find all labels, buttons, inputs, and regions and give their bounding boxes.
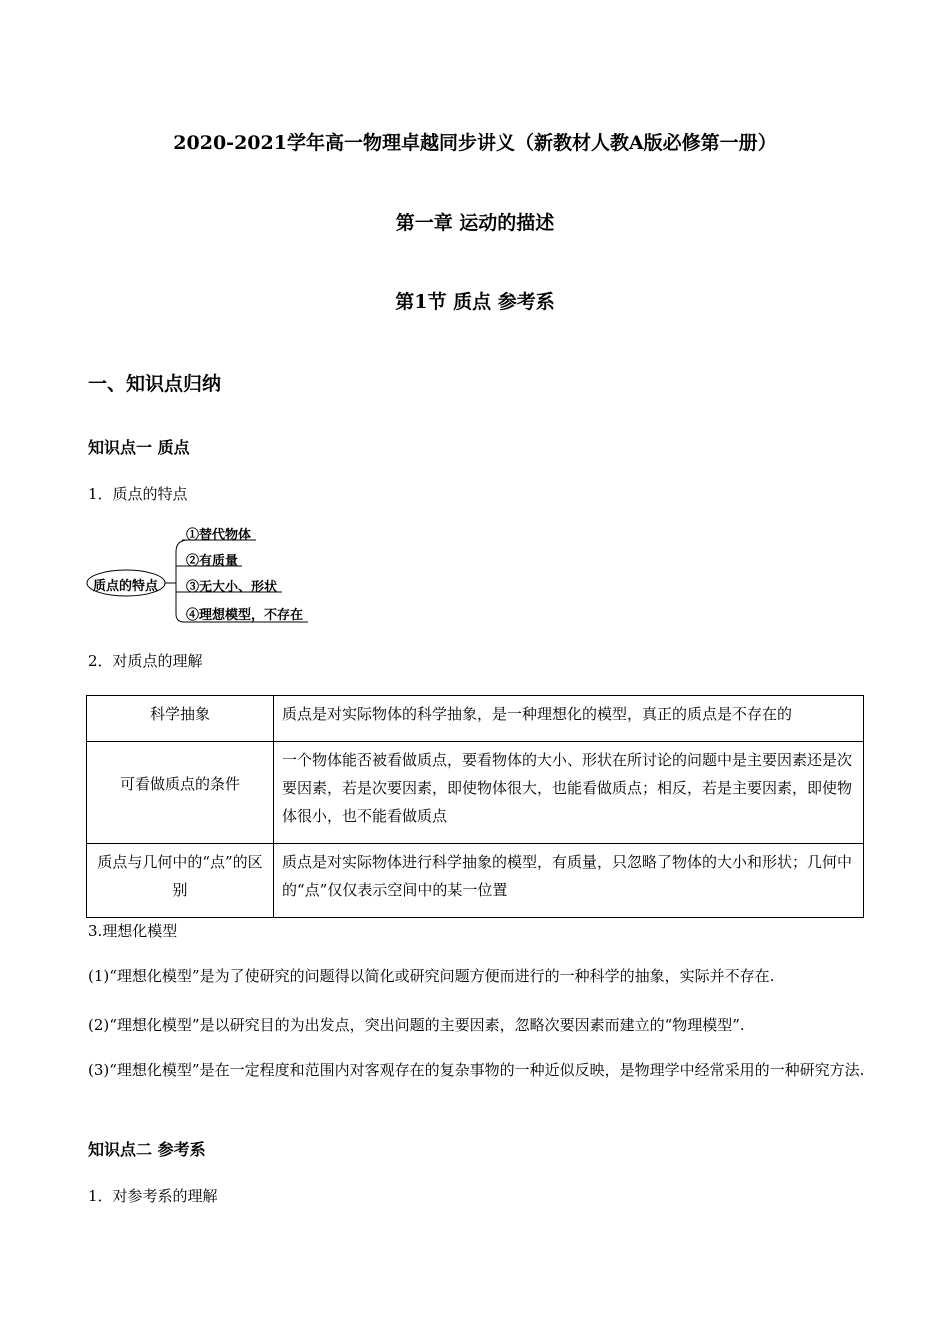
comparison-table	[86, 695, 864, 918]
mindmap-item: ④理想模型，不存在	[186, 608, 304, 623]
mindmap-center: 质点的特点	[93, 579, 159, 594]
paragraph: (1)“理想化模型”是为了使研究的问题得以简化或研究问题方便而进行的一种科学的抽象，实际并不存在.	[88, 967, 775, 985]
mindmap-item: ①替代物体	[186, 528, 252, 543]
paragraph: (3)“理想化模型”是在一定程度和范围内对客观存在的复杂事物的一种近似反映，是物理学中经常采用的一种研究方法.	[88, 1061, 865, 1079]
paragraph: (2)“理想化模型”是以研究目的为出发点，突出问题的主要因素，忽略次要因素而建立的“物理模型”.	[88, 1016, 745, 1034]
table-row	[87, 742, 864, 844]
chapter-title: 第一章 运动的描述	[395, 212, 555, 234]
table-cell-label: 科学抽象	[87, 696, 274, 742]
document-title: 2020-2021学年高一物理卓越同步讲义（新教材人教A版必修第一册）	[173, 132, 777, 154]
table-cell-content: 质点是对实际物体的科学抽象，是一种理想化的模型，真正的质点是不存在的	[274, 696, 864, 742]
table-cell-label: 质点与几何中的“点”的区别	[87, 844, 274, 918]
table-row	[87, 696, 864, 742]
section-title: 第1节 质点 参考系	[395, 291, 555, 313]
mindmap-diagram	[86, 522, 316, 628]
mindmap-item: ②有质量	[186, 554, 239, 569]
table-cell-label: 可看做质点的条件	[87, 742, 274, 844]
kp1-sub1: 1．质点的特点	[88, 485, 188, 503]
kp1-heading: 知识点一 质点	[88, 438, 190, 457]
mindmap-item: ③无大小、形状	[186, 580, 278, 595]
kp1-sub2: 2．对质点的理解	[88, 652, 203, 670]
table-cell-content: 一个物体能否被看做质点，要看物体的大小、形状在所讨论的问题中是主要因素还是次要因素，若是次要因素，即使物体很大，也能看做质点；相反，若是主要因素，即使物体很小，也不能看做质点	[274, 742, 864, 844]
table-row	[87, 844, 864, 918]
kp2-heading: 知识点二 参考系	[88, 1140, 206, 1159]
kp1-sub3: 3.理想化模型	[88, 922, 178, 940]
table-cell-content: 质点是对实际物体进行科学抽象的模型，有质量，只忽略了物体的大小和形状；几何中的“点”仅仅表示空间中的某一位置	[274, 844, 864, 918]
part-heading: 一、知识点归纳	[88, 373, 222, 395]
kp2-sub1: 1．对参考系的理解	[88, 1187, 218, 1205]
